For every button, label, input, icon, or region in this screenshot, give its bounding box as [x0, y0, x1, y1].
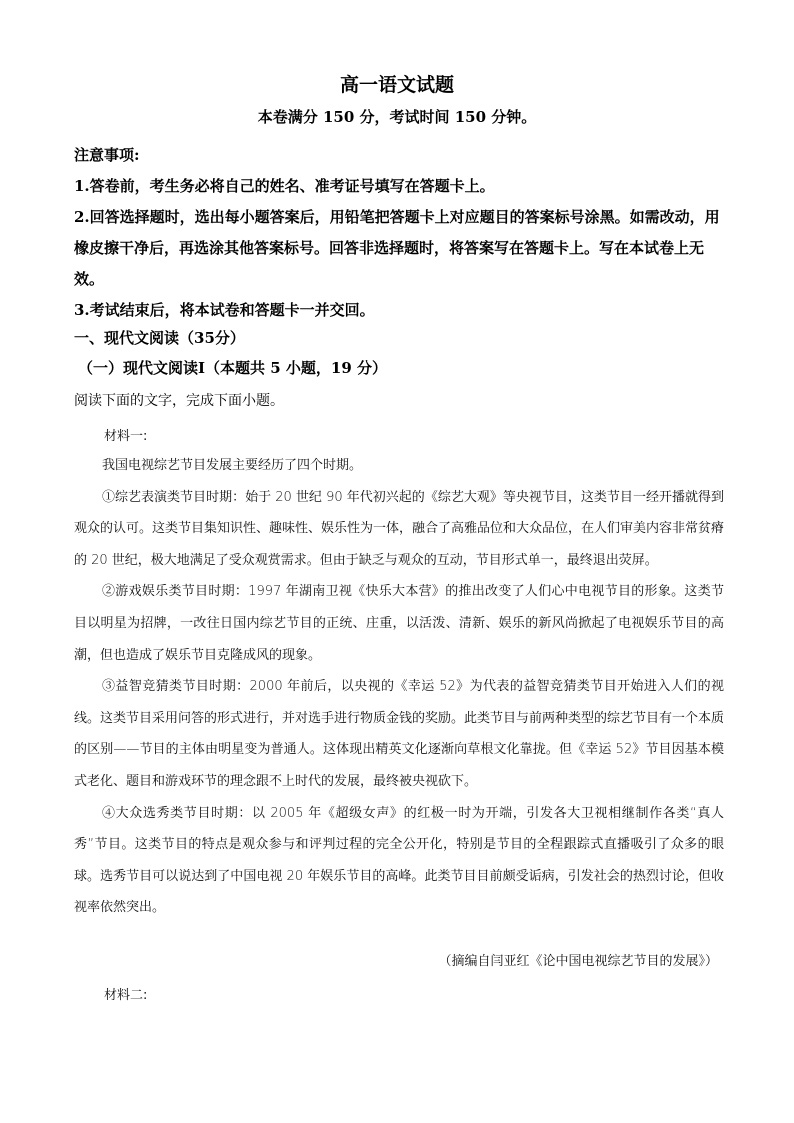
notes-item-1: 1.答卷前，考生务必将自己的姓名、准考证号填写在答题卡上。: [74, 177, 495, 195]
material-1-paragraph: ①综艺表演类节目时期：始于 20 世纪 90 年代初兴起的《综艺大观》等央视节目，这类节目一经开播就得到观众的认可。这类节目集知识性、趣味性、娱乐性为一体，融合了高雅品位和大众品位，在人们审美内容非常贫瘠的 20 世纪，极大地满足了受众观赏需求。但由于缺乏与观众的互动，节目形式单一，最终退出荧屏。: [74, 489, 725, 568]
material-1-paragraph: ③益智竞猜类节目时期：2000 年前后，以央视的《幸运 52》为代表的益智竞猜类节目开始进入人们的视线。这类节目采用问答的形式进行，并对选手进行物质金钱的奖励。此类节目与前两种类型的综艺节目有一个本质的区别——节目的主体由明星变为普通人。这体现出精英文化逐渐向草根文化靠拢。但《幸运 52》节目因基本模式老化、题目和游戏环节的理念跟不上时代的发展，最终被央视砍下。: [74, 679, 725, 789]
notes-item-3: 3.考试结束后，将本试卷和答题卡一并交回。: [74, 301, 375, 319]
material-1-source: （摘编自闫亚红《论中国电视综艺节目的发展》）: [438, 954, 718, 969]
material-1-paragraph: ②游戏娱乐类节目时期：1997 年湖南卫视《快乐大本营》的推出改变了人们心中电视节目的形象。这类节目以明星为招牌，一改往日国内综艺节目的正统、庄重，以活泼、清新、娱乐的新风尚掀起了电视娱乐节目的高潮，但也造成了娱乐节目克隆成风的现象。: [74, 584, 724, 663]
reading-instruction: 阅读下面的文字，完成下面小题。: [74, 393, 284, 409]
page-title: 高一语文试题: [339, 74, 454, 96]
notes-block: [74, 140, 724, 326]
notes-item-2: 2.回答选择题时，选出每小题答案后，用铅笔把答题卡上对应题目的答案标号涂黑。如需改动，用橡皮擦干净后，再选涂其他答案标号。回答非选择题时，将答案写在答题卡上。写在本试卷上无效。: [74, 208, 720, 288]
exam-subtitle: 本卷满分 150 分，考试时间 150 分钟。: [257, 108, 537, 126]
notes-heading: 注意事项:: [74, 146, 140, 164]
section-heading-1: 一、现代文阅读（35分）: [74, 329, 245, 347]
material-1-intro: 我国电视综艺节目发展主要经历了四个时期。: [102, 458, 363, 473]
material-1-paragraph: ④大众选秀类节目时期：以 2005 年《超级女声》的红极一时为开端，引发各大卫视相继制作各类“真人秀”节目。这类节目的特点是观众参与和评判过程的完全公开化，特别是节目的全程跟踪式直播吸引了众多的眼球。选秀节目可以说达到了中国电视 20 年娱乐节目的高峰。此类节目目前颇受诟病，引发社会的热烈讨论，但收视率依然突出。: [74, 805, 724, 916]
material-1-label: 材料一:: [104, 429, 148, 444]
material-2-label: 材料二:: [104, 988, 148, 1003]
material-1-body: [74, 450, 724, 924]
section-heading-2: （一）现代文阅读Ⅰ（本题共 5 小题，19 分）: [78, 359, 387, 377]
